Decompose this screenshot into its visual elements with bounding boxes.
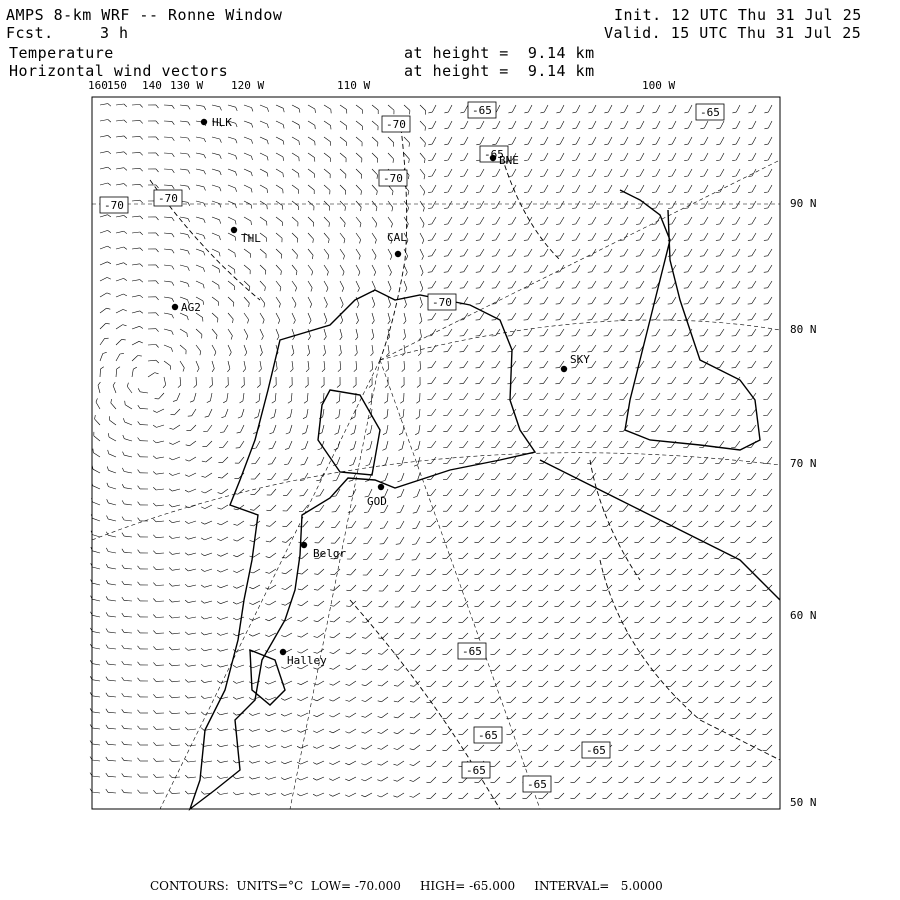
contour-label: -70 [383,172,403,185]
station-dot [301,542,307,548]
station-dot [280,649,286,655]
contour-label: -65 [484,148,504,161]
forecast-hour: 3 h [100,24,129,42]
station-thl: THL [241,232,261,245]
lon-label-150: 150 [107,79,127,92]
station-dot [231,227,237,233]
contour-label: -65 [700,106,720,119]
station-cal: CAL [387,231,407,244]
valid-time: Valid. 15 UTC Thu 31 Jul 25 [604,24,862,42]
station-ag2: AG2 [181,301,201,314]
lat-label-70n: 70 N [790,457,817,470]
lon-label-130w: 130 W [170,79,204,92]
field-temperature: Temperature [9,44,114,62]
lon-label-120w: 120 W [231,79,265,92]
map-title: AMPS 8-km WRF -- Ronne Window [6,6,283,24]
lat-label-60n: 60 N [790,609,817,622]
station-sky: SKY [570,353,590,366]
contour-label: -65 [466,764,486,777]
station-bne: BNE [499,154,519,167]
contour-label: -70 [158,192,178,205]
contour-label: -70 [386,118,406,131]
station-god: GOD [367,495,387,508]
station-dot [378,484,384,490]
lon-label-140: 140 [142,79,162,92]
lat-label-80n: 80 N [790,323,817,336]
station-dot [201,119,207,125]
height-wind: at height = 9.14 km [404,62,595,80]
lat-label-50n: 50 N [790,796,817,809]
station-halley: Halley [287,654,327,667]
station-dot [395,251,401,257]
contour-label: -65 [527,778,547,791]
contour-label: -70 [432,296,452,309]
contour-label: -65 [462,645,482,658]
station-dot [561,366,567,372]
height-temperature: at height = 9.14 km [404,44,595,62]
contour-label: -65 [478,729,498,742]
contour-label: -65 [472,104,492,117]
forecast-label: Fcst. [6,24,54,42]
station-belgr: Belgr [313,547,347,560]
init-time: Init. 12 UTC Thu 31 Jul 25 [614,6,862,24]
contour-legend: CONTOURS: UNITS=°C LOW= -70.000 HIGH= -65.000 INTERVAL= 5.0000 [150,879,663,893]
lat-label-90n: 90 N [790,197,817,210]
field-wind-vectors: Horizontal wind vectors [9,62,229,80]
contour-label: -70 [104,199,124,212]
lon-label-100w: 100 W [642,79,676,92]
lon-label-160: 160 [88,79,108,92]
station-hlk: HLK [212,116,232,129]
contour-label: -65 [586,744,606,757]
station-dot [172,304,178,310]
lon-label-110w: 110 W [337,79,371,92]
